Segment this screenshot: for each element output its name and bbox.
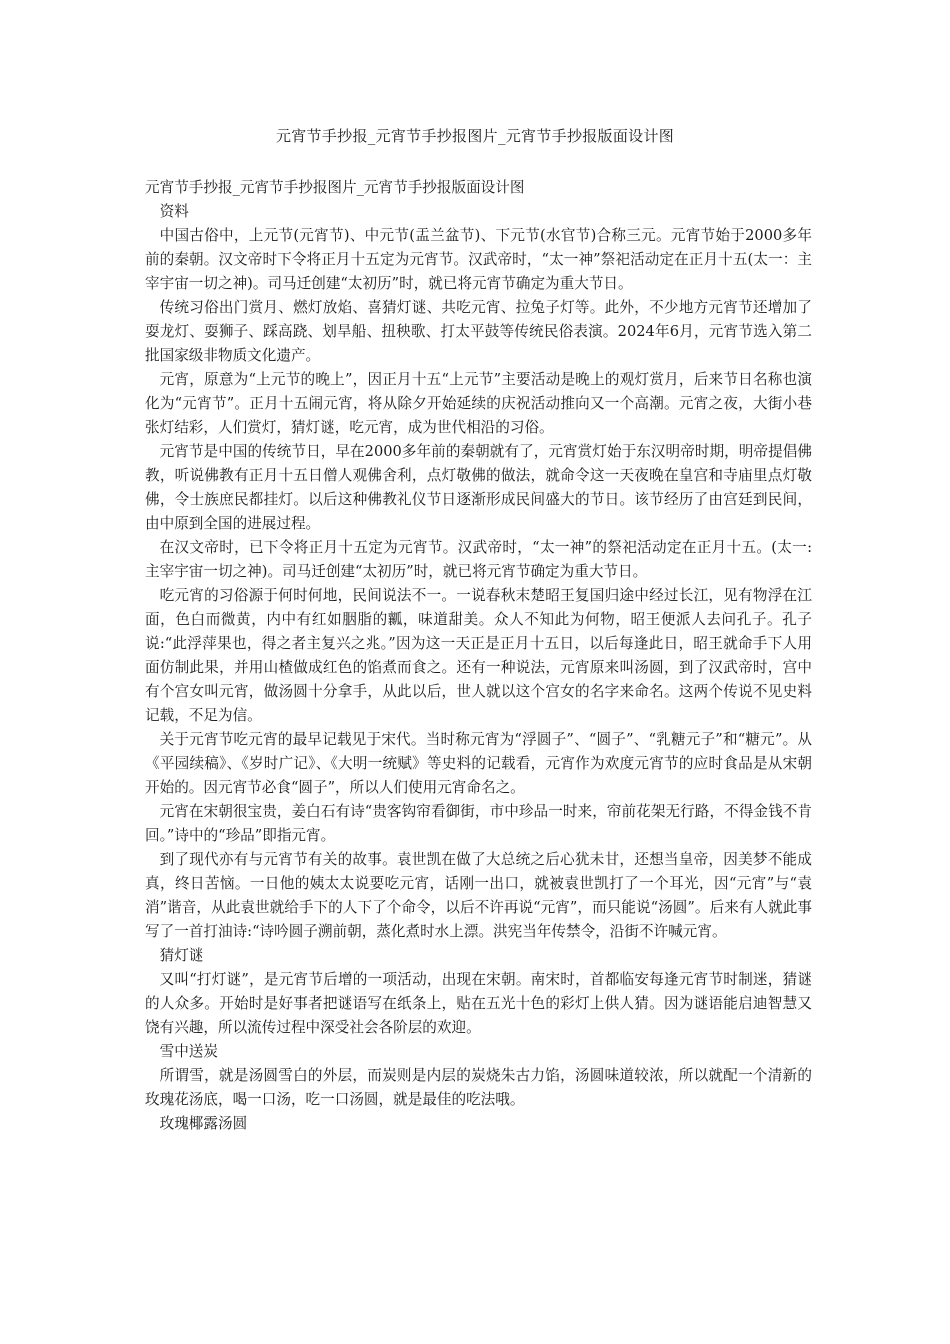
section-heading-snow-charcoal: 雪中送炭 bbox=[159, 1043, 218, 1060]
paragraph-snow-charcoal: 所谓雪，就是汤圆雪白的外层，而炭则是内层的炭烧朱古力馅，汤圆味道较浓，所以就配一个清新的玫瑰花汤底，喝一口汤，吃一口汤圆，就是最佳的吃法哦。 bbox=[145, 1067, 812, 1108]
paragraph-song-poem: 元宵在宋朝很宝贵，姜白石有诗“贵客钩帘看御街，市中珍品一时来，帘前花架无行路，不得金钱不肯回。”诗中的“珍品”即指元宵。 bbox=[145, 803, 812, 844]
document-title: 元宵节手抄报_元宵节手抄报图片_元宵节手抄报版面设计图 bbox=[275, 127, 675, 145]
paragraph-han-dynasty: 在汉文帝时，已下令将正月十五定为元宵节。汉武帝时，“太一神”的祭祀活动定在正月十五。(太一:主宰宇宙一切之神)。司马迁创建“太初历”时，就已将元宵节确定为重大节日。 bbox=[145, 539, 812, 580]
section-heading-lantern-riddles: 猜灯谜 bbox=[159, 947, 204, 964]
document-body bbox=[145, 176, 812, 1136]
paragraph-meaning: 元宵，原意为“上元节的晚上”，因正月十五“上元节”主要活动是晚上的观灯赏月，后来节日名称也演化为“元宵节”。正月十五闹元宵，将从除夕开始延续的庆祝活动推向又一个高潮。元宵之夜，大街小巷张灯结彩，人们赏灯，猜灯谜，吃元宵，成为世代相沿的习俗。 bbox=[145, 371, 812, 436]
section-heading-materials: 资料 bbox=[159, 203, 189, 220]
paragraph-lantern-riddles: 又叫“打灯谜”，是元宵节后增的一项活动，出现在宋朝。南宋时，首都临安每逢元宵节时制迷，猜谜的人众多。开始时是好事者把谜语写在纸条上，贴在五光十色的彩灯上供人猜。因为谜语能启迪智慧又饶有兴趣，所以流传过程中深受社会各阶层的欢迎。 bbox=[145, 971, 812, 1036]
paragraph-origin: 中国古俗中，上元节(元宵节)、中元节(盂兰盆节)、下元节(水官节)合称三元。元宵节始于2000多年前的秦朝。汉文帝时下令将正月十五定为元宵节。汉武帝时，“太一神”祭祀活动定在正月十五(太一：主宰宇宙一切之神)。司马迁创建“太初历”时，就已将元宵节确定为重大节日。 bbox=[145, 227, 812, 292]
paragraph-customs: 传统习俗出门赏月、燃灯放焰、喜猜灯谜、共吃元宵、拉兔子灯等。此外，不少地方元宵节还增加了耍龙灯、耍狮子、踩高跷、划旱船、扭秧歌、打太平鼓等传统民俗表演。2024年6月，元宵节选入第二批国家级非物质文化遗产。 bbox=[145, 299, 812, 364]
paragraph-modern-story: 到了现代亦有与元宵节有关的故事。袁世凯在做了大总统之后心犹未甘，还想当皇帝，因美梦不能成真，终日苦恼。一日他的姨太太说要吃元宵，话刚一出口，就被袁世凯打了一个耳光，因“元宵”与“袁消”谐音，从此袁世就给手下的人下了个命令，以后不许再说“元宵”，而只能说“汤圆”。后来有人就此事写了一首打油诗:“诗吟圆子溯前朝，蒸化煮时水上漂。洪宪当年传禁令，沿街不许喊元宵。 bbox=[145, 851, 812, 940]
paragraph-history: 元宵节是中国的传统节日，早在2000多年前的秦朝就有了，元宵赏灯始于东汉明帝时期，明帝提倡佛教，听说佛教有正月十五日僧人观佛舍利，点灯敬佛的做法，就命令这一天夜晚在皇宫和寺庙里点灯敬佛，令士族庶民都挂灯。以后这种佛教礼仪节日逐渐形成民间盛大的节日。该节经历了由宫廷到民间，由中原到全国的进展过程。 bbox=[145, 443, 812, 532]
section-heading-rose-coconut: 玫瑰椰露汤圆 bbox=[159, 1115, 248, 1132]
document-subtitle: 元宵节手抄报_元宵节手抄报图片_元宵节手抄报版面设计图 bbox=[145, 179, 525, 196]
paragraph-song-records: 关于元宵节吃元宵的最早记载见于宋代。当时称元宵为“浮圆子”、“圆子”、“乳糖元子”和“糖元”。从《平园续稿》、《岁时广记》、《大明一统赋》等史料的记载看，元宵作为欢度元宵节的应时食品是从宋朝开始的。因元宵节必食“圆子”，所以人们使用元宵命名之。 bbox=[145, 731, 812, 796]
paragraph-eating-origin: 吃元宵的习俗源于何时何地，民间说法不一。一说春秋末楚昭王复国归途中经过长江，见有物浮在江面，色白而微黄，内中有红如胭脂的瓤，味道甜美。众人不知此为何物，昭王便派人去问孔子。孔子说:“此浮萍果也，得之者主复兴之兆。”因为这一天正是正月十五日，以后每逢此日，昭王就命手下人用面仿制此果，并用山楂做成红色的馅煮而食之。还有一种说法，元宵原来叫汤圆，到了汉武帝时，宫中有个宫女叫元宵，做汤圆十分拿手，从此以后，世人就以这个宫女的名字来命名。这两个传说不见史料记载，不足为信。 bbox=[145, 587, 812, 724]
